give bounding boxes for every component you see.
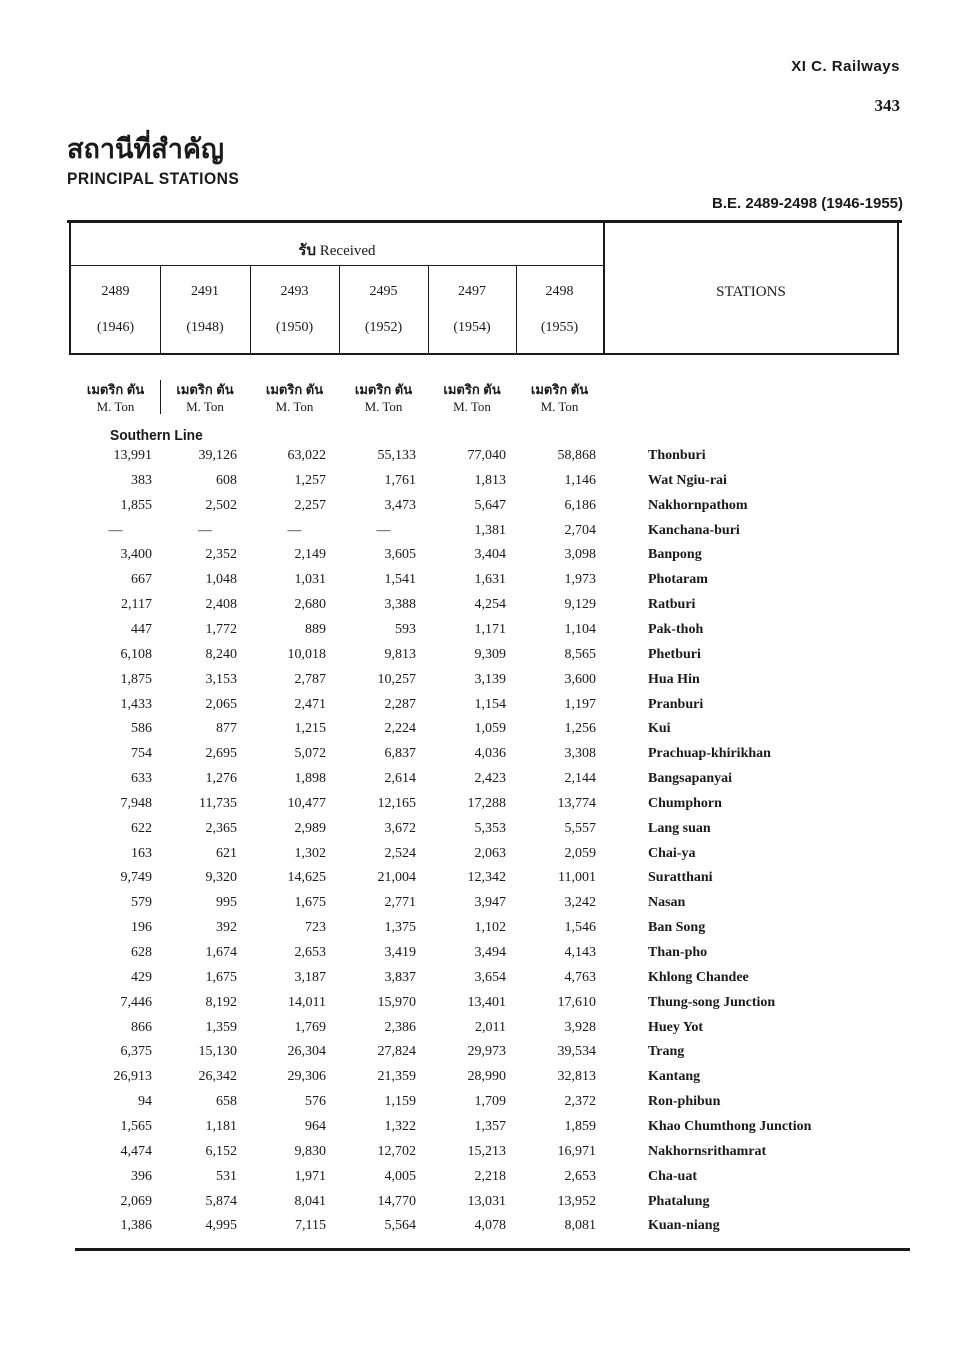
table-cell: 2,144 [564,771,596,786]
table-cell: 28,990 [467,1069,506,1084]
table-cell: 531 [216,1169,237,1184]
table-cell: 2,224 [384,721,416,736]
table-cell: 1,159 [384,1094,416,1109]
table-cell: 1,154 [474,697,506,712]
station-name: Phatalung [648,1194,710,1209]
table-cell: 447 [131,622,152,637]
unit-label-thai: เมตริก ตัน [265,382,324,397]
table-cell: 26,913 [113,1069,152,1084]
table-cell: 1,357 [474,1119,506,1134]
table-cell: 1,859 [564,1119,596,1134]
table-cell: 163 [131,846,152,861]
year-ce-label: (1948) [186,320,224,335]
table-cell: — [287,523,302,538]
table-cell: 2,352 [205,547,237,562]
year-ce-label: (1950) [275,320,314,335]
table-cell: 14,011 [288,995,326,1010]
table-cell: 1,302 [294,846,326,861]
table-cell: 7,446 [120,995,152,1010]
table-cell: 1,386 [120,1218,152,1233]
table-cell: 21,359 [377,1069,416,1084]
table-cell: 10,477 [287,796,326,811]
table-cell: 866 [131,1020,152,1035]
station-name: Ratburi [648,597,696,612]
table-cell: 2,065 [205,697,237,712]
table-cell: 5,564 [384,1218,416,1233]
year-be-label: 2489 [101,284,130,299]
table-cell: 27,824 [377,1044,416,1059]
table-cell: 15,970 [377,995,416,1010]
table-cell: 1,257 [294,473,326,488]
year-ce-label: (1954) [453,320,491,335]
table-cell: 9,749 [120,870,152,885]
table-cell: 94 [138,1094,152,1109]
table-cell: 3,400 [120,547,152,562]
table-cell: 3,388 [384,597,416,612]
table-cell: 4,995 [205,1218,237,1233]
table-top-rule [67,220,902,223]
table-cell: 2,218 [474,1169,506,1184]
year-ce-label: (1952) [364,320,403,335]
table-cell: 4,763 [564,970,596,985]
table-cell: 1,875 [120,672,152,687]
table-cell: 2,117 [121,597,152,612]
table-cell: 2,372 [564,1094,596,1109]
table-cell: 1,171 [474,622,506,637]
table-cell: 2,524 [384,846,416,861]
station-name: Wat Ngiu-rai [648,473,727,488]
stations-header: STATIONS [716,284,786,300]
table-cell: 2,365 [205,821,237,836]
table-cell: 964 [305,1119,326,1134]
station-name: Bangsapanyai [648,771,733,786]
year-be-label: 2495 [369,284,398,299]
unit-label-thai: เมตริก ตัน [354,382,413,397]
table-cell: 17,610 [557,995,596,1010]
table-cell: 3,605 [384,547,416,562]
table-cell: 586 [131,721,152,736]
year-column-divider [160,266,161,353]
station-name: Ron-phibun [648,1094,721,1109]
table-cell: 2,471 [294,697,326,712]
unit-label: M. Ton [540,399,579,414]
table-cell: 12,702 [377,1144,416,1159]
group-header-rule [71,265,603,266]
table-cell: 26,304 [287,1044,326,1059]
table-cell: 13,774 [557,796,596,811]
table-cell: 2,771 [384,895,416,910]
station-name: Nakhornpathom [648,498,748,513]
table-cell: 6,152 [205,1144,237,1159]
table-cell: 3,153 [205,672,237,687]
table-cell: 1,675 [294,895,326,910]
table-cell: 13,401 [467,995,506,1010]
table-cell: 1,674 [205,945,237,960]
table-cell: 1,855 [120,498,152,513]
table-cell: 576 [305,1094,326,1109]
table-cell: 21,004 [377,870,416,885]
table-cell: 1,102 [474,920,506,935]
table-cell: 1,375 [384,920,416,935]
table-cell: 11,001 [558,870,596,885]
table-cell: 39,126 [198,448,237,463]
station-name: Suratthani [648,870,713,885]
table-cell: 6,108 [120,647,152,662]
table-cell: 26,342 [198,1069,237,1084]
station-name: Pak-thoh [648,622,704,637]
station-name: Photaram [648,572,708,587]
table-cell: 14,770 [377,1194,416,1209]
table-cell: 11,735 [199,796,237,811]
table-cell: 3,242 [564,895,596,910]
header-bottom-rule [69,353,899,355]
table-cell: 2,614 [384,771,416,786]
unit-label-thai: เมตริก ตัน [530,382,589,397]
station-name: Phetburi [648,647,701,662]
table-cell: 2,063 [474,846,506,861]
page-title-thai: สถานีที่สำคัญ [67,134,224,164]
table-cell: 4,474 [120,1144,152,1159]
table-cell: 8,041 [294,1194,326,1209]
page-number: 343 [874,96,900,115]
table-cell: 2,695 [205,746,237,761]
table-cell: 3,654 [474,970,506,985]
station-name: Cha-uat [648,1169,698,1184]
table-cell: 3,473 [384,498,416,513]
table-cell: 593 [395,622,416,637]
table-cell: 2,653 [564,1169,596,1184]
table-cell: 3,672 [384,821,416,836]
table-cell: 1,276 [205,771,237,786]
table-cell: 1,104 [564,622,596,637]
table-cell: 1,541 [384,572,416,587]
table-cell: 4,005 [384,1169,416,1184]
table-cell: 17,288 [467,796,506,811]
year-be-label: 2498 [545,284,574,299]
table-cell: 392 [216,920,237,935]
table-cell: 8,192 [205,995,237,1010]
group-header-english: Received [319,243,376,259]
unit-divider [160,380,161,414]
table-cell: 3,947 [474,895,506,910]
table-cell: 2,069 [120,1194,152,1209]
table-cell: 396 [131,1169,152,1184]
table-cell: 12,165 [377,796,416,811]
station-name: Nakhornsrithamrat [648,1144,767,1159]
table-cell: 14,625 [287,870,326,885]
table-cell: 1,146 [564,473,596,488]
table-cell: 2,059 [564,846,596,861]
table-cell: 77,040 [467,448,506,463]
table-cell: 3,837 [384,970,416,985]
table-cell: 628 [131,945,152,960]
table-cell: 4,078 [474,1218,506,1233]
table-cell: 5,353 [474,821,506,836]
table-cell: 4,036 [474,746,506,761]
table-cell: 2,149 [294,547,326,562]
table-cell: 6,375 [120,1044,152,1059]
group-header-thai: รับ [298,243,316,259]
table-cell: 2,408 [205,597,237,612]
unit-label: M. Ton [186,399,224,414]
table-cell: 9,309 [474,647,506,662]
table-cell: 5,557 [564,821,596,836]
table-cell: 622 [131,821,152,836]
table-cell: 1,898 [294,771,326,786]
table-cell: 889 [305,622,326,637]
station-name: Huey Yot [648,1020,704,1035]
table-cell: 2,704 [564,523,596,538]
station-name: Thung-song Junction [648,995,776,1010]
table-cell: 9,830 [294,1144,326,1159]
table-cell: 1,813 [474,473,506,488]
table-cell: 1,031 [294,572,326,587]
table-cell: 877 [216,721,237,736]
station-name: Khao Chumthong Junction [648,1119,812,1134]
table-cell: 4,254 [474,597,506,612]
table-cell: 8,565 [564,647,596,662]
table-cell: 723 [305,920,326,935]
section-title: Southern Line [110,427,203,444]
table-cell: 2,011 [475,1020,506,1035]
table-cell: 1,546 [564,920,596,935]
table-cell: 9,320 [205,870,237,885]
table-cell: 7,115 [295,1218,326,1233]
table-cell: 12,342 [467,870,506,885]
year-be-label: 2491 [191,284,219,299]
table-cell: 6,837 [384,746,416,761]
table-cell: 16,971 [557,1144,596,1159]
table-cell: 13,991 [113,448,152,463]
station-name: Khlong Chandee [648,970,749,985]
section-label: XI C. Railways [791,58,900,75]
table-cell: 1,256 [564,721,596,736]
table-cell: 754 [131,746,152,761]
table-cell: 658 [216,1094,237,1109]
station-name: Prachuap-khirikhan [648,746,771,761]
unit-label-thai: เมตริก ตัน [443,382,501,397]
table-cell: 10,257 [377,672,416,687]
table-cell: 2,653 [294,945,326,960]
table-cell: 3,494 [474,945,506,960]
table-cell: 1,322 [384,1119,416,1134]
table-cell: 2,386 [384,1020,416,1035]
table-cell: 7,948 [120,796,152,811]
year-column-divider [428,266,429,353]
period-label: B.E. 2489-2498 (1946-1955) [712,195,903,212]
table-cell: 39,534 [557,1044,596,1059]
year-be-label: 2493 [280,284,309,299]
station-name: Ban Song [648,920,706,935]
table-cell: 633 [131,771,152,786]
station-name: Thonburi [648,448,706,463]
table-cell: 2,287 [384,697,416,712]
page-title: PRINCIPAL STATIONS [67,169,240,188]
table-cell: 1,973 [564,572,596,587]
unit-label-thai: เมตริก ตัน [86,382,145,397]
unit-label: M. Ton [453,399,491,414]
year-column-divider [250,266,251,353]
station-name: Lang suan [648,821,711,836]
table-cell: 2,502 [205,498,237,513]
table-cell: 10,018 [287,647,326,662]
table-cell: 1,761 [384,473,416,488]
table-cell: 13,031 [467,1194,506,1209]
table-cell: 196 [131,920,152,935]
table-cell: 1,772 [205,622,237,637]
table-cell: 9,129 [564,597,596,612]
year-ce-label: (1955) [540,320,579,335]
table-cell: 3,928 [564,1020,596,1035]
table-cell: 5,874 [205,1194,237,1209]
unit-label-thai: เมตริก ตัน [176,382,234,397]
table-cell: 1,709 [474,1094,506,1109]
table-cell: 1,769 [294,1020,326,1035]
station-name: Kantang [648,1069,701,1084]
table-cell: 3,404 [474,547,506,562]
table-cell: — [108,523,123,538]
table-cell: 3,308 [564,746,596,761]
table-cell: 8,240 [205,647,237,662]
table-cell: 1,631 [474,572,506,587]
year-ce-label: (1946) [96,320,135,335]
table-cell: 29,973 [467,1044,506,1059]
table-cell: 1,048 [205,572,237,587]
table-cell: 3,419 [384,945,416,960]
table-cell: 29,306 [287,1069,326,1084]
table-cell: 2,423 [474,771,506,786]
table-cell: 608 [216,473,237,488]
table-cell: 3,098 [564,547,596,562]
table-cell: 1,971 [294,1169,326,1184]
station-name: Chai-ya [648,846,696,861]
table-cell: — [376,523,391,538]
table-cell: 13,952 [557,1194,596,1209]
station-name: Kanchana-buri [648,523,740,538]
table-cell: 32,813 [557,1069,596,1084]
table-cell: 1,381 [474,523,506,538]
table-cell: 3,187 [294,970,326,985]
unit-label: M. Ton [96,399,135,414]
year-column-divider [339,266,340,353]
table-cell: 995 [216,895,237,910]
station-name: Hua Hin [648,672,700,687]
table-cell: 383 [131,473,152,488]
table-cell: 5,072 [294,746,326,761]
station-name: Nasan [648,895,686,910]
year-be-label: 2497 [458,284,486,299]
table-cell: 55,133 [377,448,416,463]
table-right-border [897,222,899,355]
table-cell: 1,215 [294,721,326,736]
table-cell: 1,181 [205,1119,237,1134]
table-cell: 621 [216,846,237,861]
table-cell: 4,143 [564,945,596,960]
station-name: Trang [648,1044,685,1059]
table-cell: 15,213 [467,1144,506,1159]
station-name: Kui [648,721,671,736]
table-cell: 2,989 [294,821,326,836]
unit-label: M. Ton [275,399,314,414]
table-cell: 8,081 [564,1218,596,1233]
table-cell: 2,680 [294,597,326,612]
table-cell: — [198,523,212,538]
station-name: Banpong [648,547,702,562]
table-cell: 58,868 [557,448,596,463]
year-column-divider [516,266,517,353]
table-cell: 3,139 [474,672,506,687]
table-cell: 5,647 [474,498,506,513]
station-name: Than-pho [648,945,708,960]
station-name: Chumphorn [648,796,722,811]
table-cell: 1,565 [120,1119,152,1134]
table-cell: 6,186 [564,498,596,513]
station-name: Kuan-niang [648,1218,720,1233]
table-cell: 2,787 [294,672,326,687]
unit-label: M. Ton [364,399,403,414]
table-cell: 63,022 [287,448,326,463]
table-cell: 15,130 [198,1044,237,1059]
table-cell: 1,197 [564,697,596,712]
table-bottom-rule [75,1248,910,1251]
table-cell: 3,600 [564,672,596,687]
group-header [71,238,603,262]
table-cell: 1,433 [120,697,152,712]
table-cell: 667 [131,572,152,587]
table-cell: 1,675 [205,970,237,985]
table-cell: 9,813 [384,647,416,662]
table-cell: 2,257 [294,498,326,513]
table-cell: 1,359 [205,1020,237,1035]
table-cell: 579 [131,895,152,910]
station-name: Pranburi [648,697,704,712]
table-cell: 429 [131,970,152,985]
table-cell: 1,059 [474,721,506,736]
